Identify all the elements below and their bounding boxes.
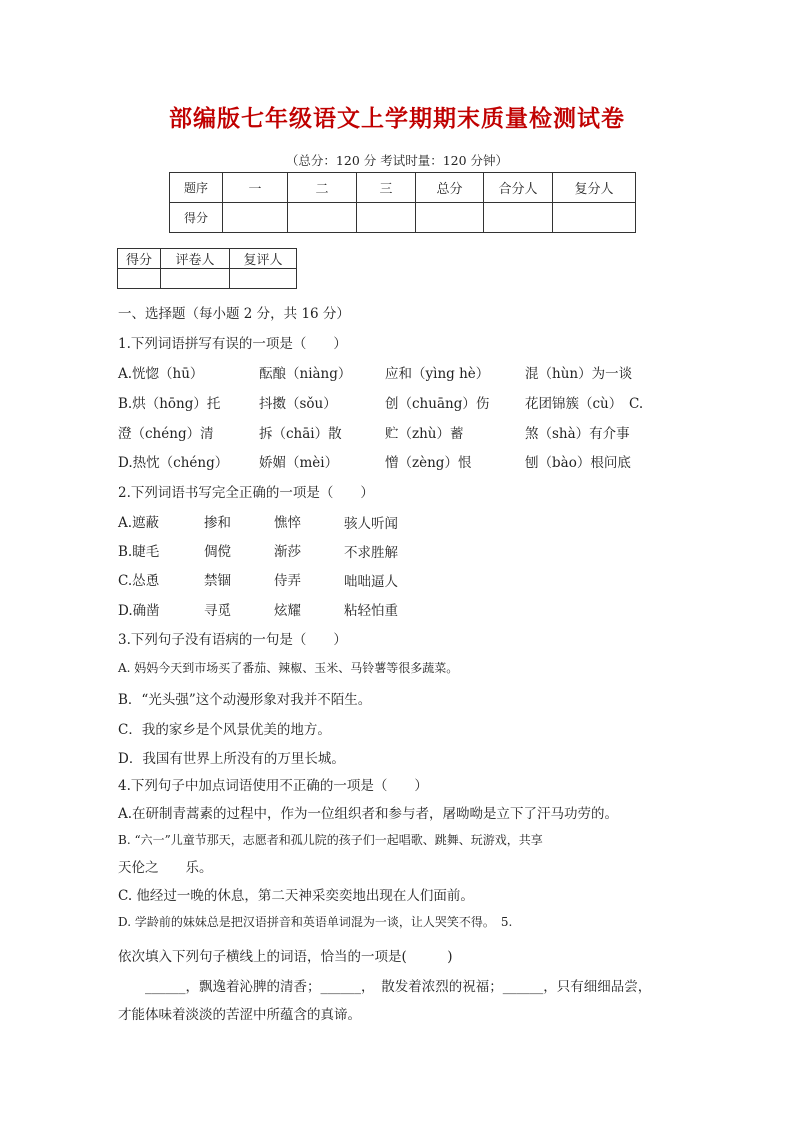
option-cell: 粘轻怕重 [344, 603, 398, 619]
score-cell [553, 203, 636, 233]
option-cell: 禁锢 [204, 573, 231, 589]
grader-table-blank-row [118, 269, 297, 289]
grader-cell [161, 269, 230, 289]
score-table-header-cell: 三 [357, 173, 416, 203]
score-cell [223, 203, 288, 233]
option-cell: 拆（chāi）散 [259, 426, 342, 442]
option-cell: 骇人听闻 [344, 516, 398, 532]
score-table [169, 172, 636, 233]
option-cell: 侍弄 [274, 573, 301, 589]
grader-table-header-cell: 得分 [118, 249, 161, 269]
score-row-label: 得分 [170, 203, 223, 233]
section-heading: 一、选择题（每小题 2 分，共 16 分） [118, 306, 350, 322]
score-table-header-cell: 合分人 [484, 173, 553, 203]
option-cell: 咄咄逼人 [344, 574, 398, 590]
exam-title: 部编版七年级语文上学期期末质量检测试卷 [169, 106, 625, 132]
score-table-header-cell: 一 [223, 173, 288, 203]
option-cell: A.恍惚（hū） [118, 366, 204, 382]
score-cell [416, 203, 484, 233]
option-cell: 寻觅 [204, 603, 231, 619]
option-cell: 煞（shà）有介事 [525, 426, 630, 442]
score-cell [484, 203, 553, 233]
grader-table-header-row [118, 249, 297, 269]
option-cell: 掺和 [204, 515, 231, 531]
option-cell: 倜傥 [204, 544, 231, 560]
score-table-header-cell: 总分 [416, 173, 484, 203]
question-2-stem: 2.下列词语书写完全正确的一项是（ ） [118, 485, 374, 501]
option-cell: 渐莎 [274, 544, 301, 560]
question-4-option-b-continued: 天伦之 乐。 [118, 860, 213, 876]
question-3-option-b: B．“光头强”这个动漫形象对我并不陌生。 [118, 692, 372, 708]
option-cell: 应和（yìng hè） [385, 366, 490, 382]
score-cell [357, 203, 416, 233]
exam-subtitle: （总分：120 分 考试时量：120 分钟） [285, 153, 509, 168]
score-table-score-row [170, 203, 636, 233]
question-5-stem: 依次填入下列句子横线上的词语，恰当的一项是( ) [118, 949, 453, 965]
grader-table-header-cell: 复评人 [230, 249, 297, 269]
score-table-header-cell: 二 [288, 173, 357, 203]
question-4-option-b: B. “六一”儿童节那天，志愿者和孤儿院的孩子们一起唱歌、跳舞、玩游戏，共享 [118, 833, 543, 847]
question-3-option-a: A. 妈妈今天到市场买了番茄、辣椒、玉米、马铃薯等很多蔬菜。 [118, 661, 459, 675]
score-table-header-row [170, 173, 636, 203]
score-cell [288, 203, 357, 233]
option-cell: B.烘（hōng）托 [118, 396, 221, 412]
score-table-header-cell: 题序 [170, 173, 223, 203]
question-1-stem: 1.下列词语拼写有误的一项是（ ） [118, 336, 347, 352]
question-3-option-d: D．我国有世界上所没有的万里长城。 [118, 751, 345, 767]
option-cell: D.确凿 [118, 603, 160, 619]
question-5-sentence-line-1: ______，飘逸着沁脾的清香；______， 散发着浓烈的祝福；______，只有细细品尝， [118, 979, 652, 995]
option-cell: 憎（zèng）恨 [385, 455, 472, 471]
option-cell: 花团锦簇（cù） C. [525, 396, 644, 412]
option-cell: A.遮蔽 [118, 515, 160, 531]
grader-table-header-cell: 评卷人 [161, 249, 230, 269]
grader-table [117, 248, 297, 289]
option-cell: 酝酿（niàng） [259, 366, 352, 382]
option-cell: D.热忱（chéng） [118, 455, 229, 471]
question-4-option-a: A.在研制青蒿素的过程中，作为一位组织者和参与者，屠呦呦是立下了汗马功劳的。 [118, 806, 619, 822]
option-cell: 抖擞（sǒu） [259, 396, 337, 412]
question-4-option-d: D. 学龄前的妹妹总是把汉语拼音和英语单词混为一谈，让人哭笑不得。 5. [118, 915, 513, 929]
option-cell: 不求胜解 [344, 545, 398, 561]
option-cell: 混（hùn）为一谈 [525, 366, 633, 382]
option-cell: 炫耀 [274, 603, 301, 619]
option-cell: 憔悴 [274, 515, 301, 531]
grader-cell [230, 269, 297, 289]
option-cell: 创（chuāng）伤 [385, 396, 490, 412]
grader-cell [118, 269, 161, 289]
question-4-option-c: C. 他经过一晚的休息，第二天神采奕奕地出现在人们面前。 [118, 888, 474, 904]
option-cell: 贮（zhù）蓄 [385, 426, 464, 442]
option-cell: 澄（chéng）清 [118, 426, 214, 442]
option-cell: C.怂恿 [118, 573, 160, 589]
question-4-stem: 4.下列句子中加点词语使用不正确的一项是（ ） [118, 778, 428, 794]
score-table-header-cell: 复分人 [553, 173, 636, 203]
question-3-stem: 3.下列句子没有语病的一句是（ ） [118, 632, 347, 648]
option-cell: 娇媚（mèi） [259, 455, 339, 471]
question-5-sentence-line-2: 才能体味着淡淡的苦涩中所蕴含的真谛。 [118, 1007, 361, 1023]
question-3-option-c: C．我的家乡是个风景优美的地方。 [118, 722, 331, 738]
option-cell: 刨（bào）根问底 [525, 455, 631, 471]
option-cell: B.睫毛 [118, 544, 160, 560]
